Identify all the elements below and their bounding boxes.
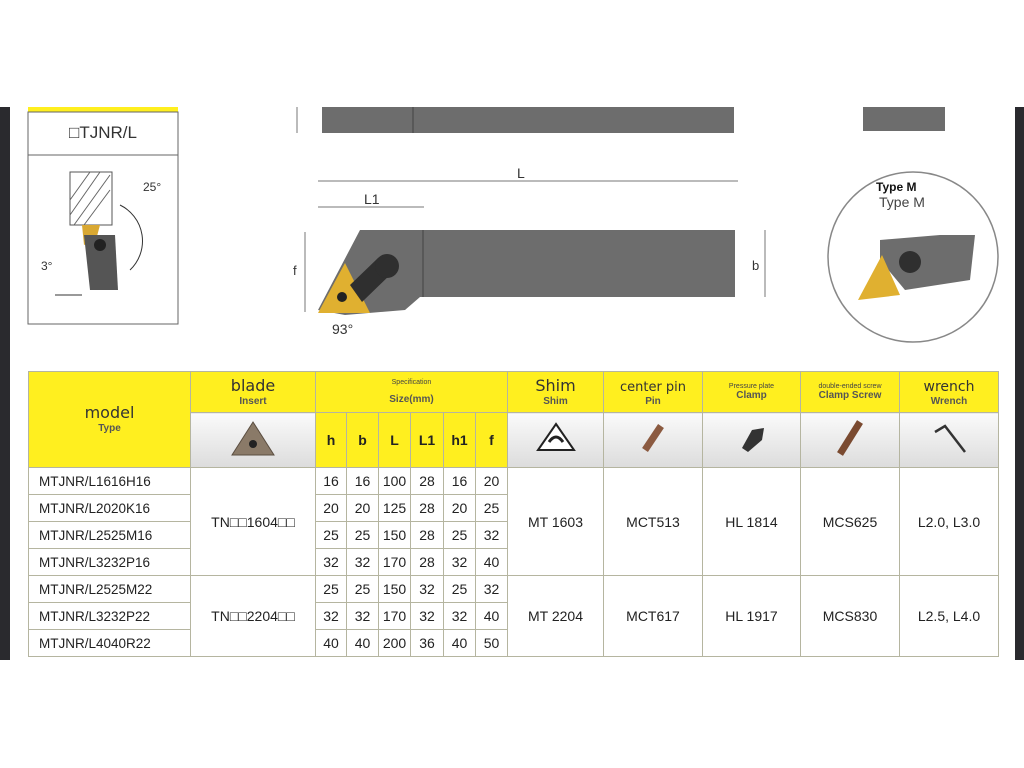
pin-cell: MCT617 <box>604 576 703 657</box>
dim-cell: 28 <box>411 468 444 495</box>
dim-cell: 32 <box>476 522 508 549</box>
wrench-icon <box>929 418 969 458</box>
dim-header-L: L <box>379 413 411 468</box>
clamp-cell: HL 1917 <box>703 576 801 657</box>
model-cell: MTJNR/L2525M16 <box>29 522 191 549</box>
dim-cell: 25 <box>347 576 379 603</box>
dim-cell: 32 <box>476 576 508 603</box>
dim-cell: 40 <box>476 603 508 630</box>
dim-f-label: f <box>293 263 297 278</box>
insert-image <box>191 413 316 468</box>
dim-cell: 125 <box>379 495 411 522</box>
dim-cell: 50 <box>476 630 508 657</box>
dim-header-b: b <box>347 413 379 468</box>
insert-cell: TN□□2204□□ <box>191 576 316 657</box>
dim-cell: 40 <box>444 630 476 657</box>
dim-cell: 25 <box>347 522 379 549</box>
dim-cell: 16 <box>347 468 379 495</box>
box-title: □TJNR/L <box>69 123 137 142</box>
wrench-cell: L2.0, L3.0 <box>900 468 999 576</box>
screw-cell: MCS625 <box>801 468 900 576</box>
type-m-detail <box>828 172 998 342</box>
angle-93-label: 93° <box>332 321 354 337</box>
dim-cell: 170 <box>379 603 411 630</box>
dim-cell: 25 <box>316 576 347 603</box>
model-cell: MTJNR/L3232P22 <box>29 603 191 630</box>
top-view-tool <box>297 107 945 133</box>
dim-b-label: b <box>752 258 760 273</box>
dim-L-label: L <box>517 165 525 181</box>
header-screw: double-ended screw Clamp Screw <box>801 372 900 413</box>
model-cell: MTJNR/L4040R22 <box>29 630 191 657</box>
dim-L1-label: L1 <box>364 191 380 207</box>
clamp-image <box>703 413 801 468</box>
spec-table <box>28 371 999 657</box>
header-spec: Specification Size(mm) <box>316 372 508 413</box>
table-row <box>29 468 999 495</box>
header-pin: center pin Pin <box>604 372 703 413</box>
type-m-label: Type M <box>879 194 925 210</box>
dim-cell: 25 <box>476 495 508 522</box>
dim-cell: 32 <box>444 603 476 630</box>
dim-cell: 200 <box>379 630 411 657</box>
dim-cell: 28 <box>411 522 444 549</box>
dim-cell: 40 <box>476 549 508 576</box>
dim-header-f: f <box>476 413 508 468</box>
dim-cell: 40 <box>316 630 347 657</box>
pin-image <box>604 413 703 468</box>
dim-header-h: h <box>316 413 347 468</box>
header-shim: Shim Shim <box>508 372 604 413</box>
dim-cell: 150 <box>379 576 411 603</box>
model-cell: MTJNR/L2525M22 <box>29 576 191 603</box>
wrench-image <box>900 413 999 468</box>
dim-cell: 25 <box>316 522 347 549</box>
dim-cell: 170 <box>379 549 411 576</box>
dim-cell: 32 <box>411 603 444 630</box>
clamp-icon <box>732 418 772 458</box>
tool-diagram <box>0 107 1024 367</box>
clamp-cell: HL 1814 <box>703 468 801 576</box>
wrench-cell: L2.5, L4.0 <box>900 576 999 657</box>
header-wrench: wrench Wrench <box>900 372 999 413</box>
angle-25-label: 25° <box>143 180 162 194</box>
table-row <box>29 576 999 603</box>
screw-icon <box>830 416 870 460</box>
header-clamp: Pressure plate Clamp <box>703 372 801 413</box>
dim-cell: 36 <box>411 630 444 657</box>
model-cell: MTJNR/L3232P16 <box>29 549 191 576</box>
dim-cell: 20 <box>316 495 347 522</box>
header-model: model Type <box>29 372 191 468</box>
dim-cell: 25 <box>444 576 476 603</box>
dim-cell: 150 <box>379 522 411 549</box>
shim-cell: MT 2204 <box>508 576 604 657</box>
side-view-tool <box>293 165 765 337</box>
dim-cell: 20 <box>347 495 379 522</box>
header-blade: blade Insert <box>191 372 316 413</box>
dim-cell: 32 <box>347 549 379 576</box>
application-box <box>28 107 178 324</box>
pin-icon <box>633 418 673 458</box>
model-cell: MTJNR/L1616H16 <box>29 468 191 495</box>
dim-cell: 100 <box>379 468 411 495</box>
dim-cell: 32 <box>444 549 476 576</box>
dim-cell: 32 <box>316 603 347 630</box>
screw-cell: MCS830 <box>801 576 900 657</box>
dim-cell: 32 <box>411 576 444 603</box>
dim-cell: 16 <box>316 468 347 495</box>
dim-header-L1: L1 <box>411 413 444 468</box>
dim-cell: 32 <box>347 603 379 630</box>
dim-header-h1: h1 <box>444 413 476 468</box>
dim-cell: 20 <box>476 468 508 495</box>
shim-cell: MT 1603 <box>508 468 604 576</box>
shim-icon <box>534 420 578 456</box>
angle-3-label: 3° <box>41 259 53 273</box>
dim-cell: 32 <box>316 549 347 576</box>
pin-cell: MCT513 <box>604 468 703 576</box>
model-cell: MTJNR/L2020K16 <box>29 495 191 522</box>
dim-cell: 16 <box>444 468 476 495</box>
screw-image <box>801 413 900 468</box>
insert-icon <box>228 418 278 458</box>
dim-cell: 20 <box>444 495 476 522</box>
insert-cell: TN□□1604□□ <box>191 468 316 576</box>
dim-cell: 28 <box>411 549 444 576</box>
dim-cell: 25 <box>444 522 476 549</box>
dim-cell: 40 <box>347 630 379 657</box>
dim-cell: 28 <box>411 495 444 522</box>
type-m-overlay-label: Type M <box>876 180 917 194</box>
shim-image <box>508 413 604 468</box>
